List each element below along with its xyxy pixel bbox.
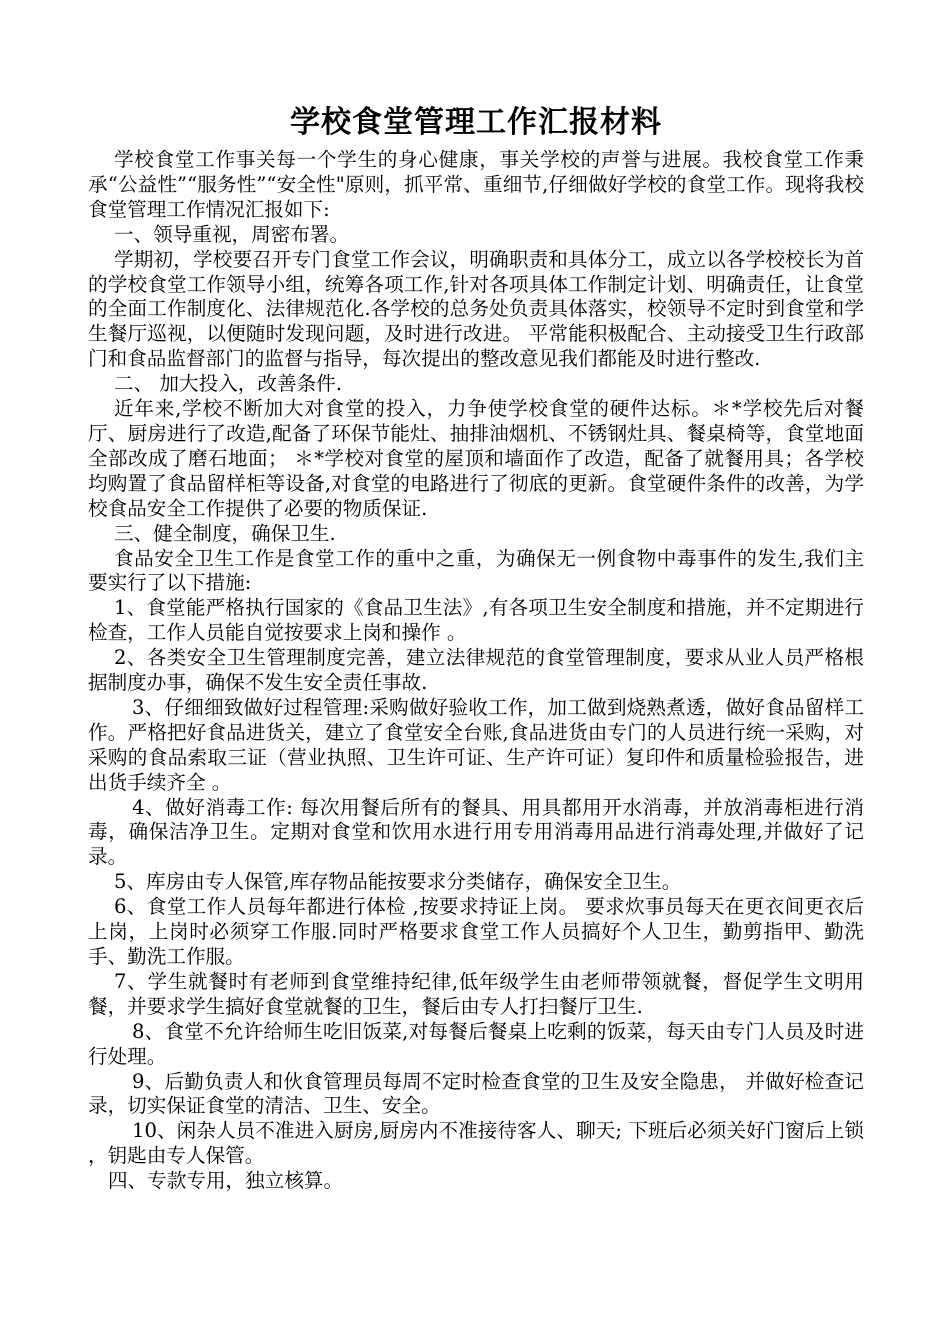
paragraph: 8、食堂不允许给师生吃旧饭菜,对每餐后餐桌上吃剩的饭菜，每天由专门人员及时进行处理。 [88,1019,864,1068]
paragraph: 近年来,学校不断加大对食堂的投入，力争使学校食堂的硬件达标。＊*学校先后对餐厅、厨房进行了改造,配备了环保节能灶、抽排油烟机、不锈钢灶具、餐桌椅等，食堂地面全部改成了磨石地面； ＊*学校对食堂的屋顶和墙面作了改造，配备了就餐用具；各学校均购置了食品留样柜等设备,对食堂的电路进行了彻底的更新。食堂硬件条件的改善，为学校食品安全工作提供了必要的物质保证. [88,397,864,520]
document-body [88,148,864,1194]
paragraph: 2、各类安全卫生管理制度完善，建立法律规范的食堂管理制度，要求从业人员严格根据制度办事，确保不发生安全责任事故. [88,646,864,695]
document-title: 学校食堂管理工作汇报材料 [290,105,662,140]
paragraph: 5、库房由专人保管,库存物品能按要求分类储存，确保安全卫生。 [114,870,682,894]
paragraph: 3、仔细细致做好过程管理:采购做好验收工作，加工做到烧熟煮透，做好食品留样工作。严格把好食品进货关，建立了食堂安全台账,食品进货由专门的人员进行统一采购，对采购的食品索取三证（营业执照、卫生许可证、生产许可证）复印件和质量检验报告，进出货手续齐全 。 [88,695,864,794]
paragraph: 4、做好消毒工作: 每次用餐后所有的餐具、用具都用开水消毒，并放消毒柜进行消毒，确保洁净卫生。定期对食堂和饮用水进行用专用消毒用品进行消毒处理,并做好了记录。 [88,795,864,869]
paragraph: 10、闲杂人员不准进入厨房,厨房内不准接待客人、聊天; 下班后必须关好门窗后上锁 ，钥匙由专人保管。 [88,1119,864,1168]
paragraph: 四、专款专用，独立核算。 [108,1169,344,1193]
paragraph: 二、 加大投入，改善条件. [114,372,342,396]
paragraph: 1、食堂能严格执行国家的《食品卫生法》,有各项卫生安全制度和措施，并不定期进行检查，工作人员能自觉按要求上岗和操作 。 [88,596,864,645]
paragraph: 6、食堂工作人员每年都进行体检 ,按要求持证上岗。 要求炊事员每天在更衣间更衣后上岗，上岗时必须穿工作服.同时严格要求食堂工作人员搞好个人卫生，勤剪指甲、勤洗手、勤洗工作服。 [88,895,864,968]
paragraph: 7、学生就餐时有老师到食堂维持纪律,低年级学生由老师带领就餐，督促学生文明用餐，并要求学生搞好食堂就餐的卫生，餐后由专人打扫餐厅卫生. [88,969,864,1018]
paragraph: 学校食堂工作事关每一个学生的身心健康，事关学校的声誉与进展。我校食堂工作秉承“公益性”“服务性”“安全性"原则，抓平常、重细节,仔细做好学校的食堂工作。现将我校食堂管理工作情况汇报如下: [88,148,864,221]
paragraph: 三、健全制度，确保卫生. [114,521,336,545]
paragraph: 9、后勤负责人和伙食管理员每周不定时检查食堂的卫生及安全隐患， 并做好检查记录，切实保证食堂的清洁、卫生、安全。 [88,1069,864,1118]
paragraph: 学期初，学校要召开专门食堂工作会议，明确职责和具体分工，成立以各学校校长为首的学校食堂工作领导小组，统筹各项工作,针对各项具体工作制定计划、明确责任，让食堂的全面工作制度化、法律规范化.各学校的总务处负责具体落实，校领导不定时到食堂和学生餐厅巡视，以便随时发现问题，及时进行改进。 平常能积极配合、主动接受卫生行政部门和食品监督部门的监督与指导，每次提出的整改意见我们都能及时进行整改. [88,247,864,371]
paragraph: 食品安全卫生工作是食堂工作的重中之重，为确保无一例食物中毒事件的发生,我们主要实行了以下措施: [88,546,864,595]
paragraph: 一、领导重视，周密布署。 [114,222,350,246]
